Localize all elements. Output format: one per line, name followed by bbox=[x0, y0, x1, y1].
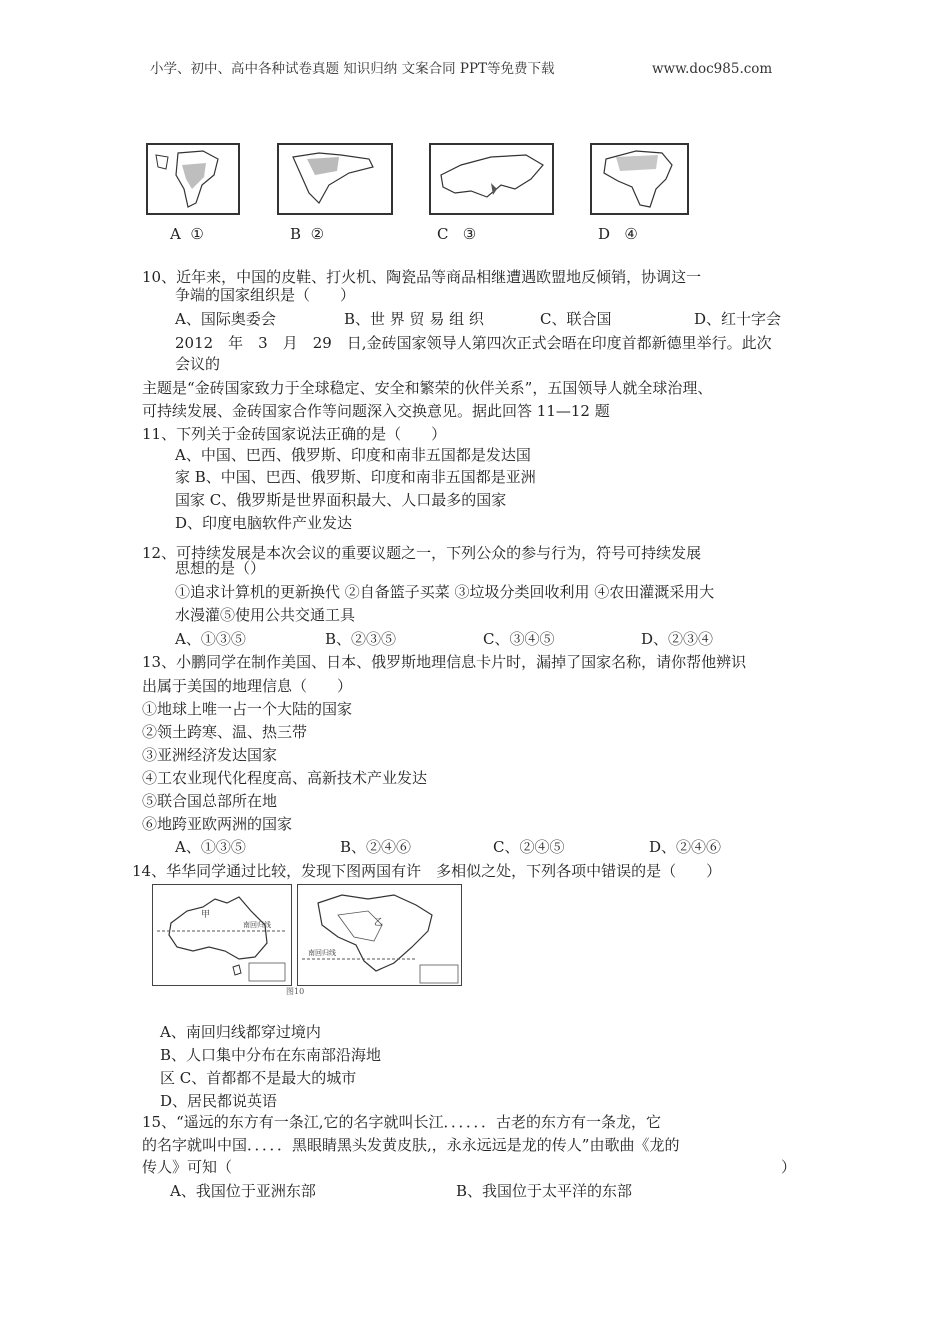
q13-stem2: 出属于美国的地理信息（ ） bbox=[142, 677, 353, 695]
q10-opt-a: A、国际奥委会 bbox=[175, 310, 276, 328]
q13-opt-b: B、②④⑥ bbox=[340, 838, 412, 856]
q11-stem: 11、下列关于金砖国家说法正确的是（ ） bbox=[142, 425, 447, 443]
q11-line4: D、印度电脑软件产业发达 bbox=[175, 514, 353, 532]
q14-opt-c: 区 C、首都都不是最大的城市 bbox=[160, 1069, 357, 1087]
fig-caption: 图10 bbox=[286, 987, 305, 996]
passage-line2: 会议的 bbox=[175, 355, 221, 373]
map-label-jia: 甲 bbox=[201, 910, 211, 920]
map-australia bbox=[152, 884, 292, 986]
q11-line3: 国家 C、俄罗斯是世界面积最大、人口最多的国家 bbox=[175, 491, 507, 509]
q13-item-2: ②领土跨寒、温、热三带 bbox=[142, 723, 308, 741]
q10-opt-d: D、红十字会 bbox=[694, 310, 782, 328]
map-c-label: C ③ bbox=[437, 225, 477, 243]
q12-stem1: 12、可持续发展是本次会议的重要议题之一，下列公众的参与行为，符号可持续发展 bbox=[142, 544, 702, 562]
q12-opt-c: C、③④⑤ bbox=[483, 630, 555, 648]
map-a-label: A ① bbox=[170, 225, 204, 243]
q15-line1: 15、“遥远的东方有一条江,它的名字就叫长江．．．．．．古老的东方有一条龙，它 bbox=[142, 1113, 662, 1131]
map-label-tropic-left: 南回归线 bbox=[243, 921, 271, 929]
q15-opt-a: A、我国位于亚洲东部 bbox=[170, 1182, 316, 1200]
q13-item-1: ①地球上唯一占一个大陆的国家 bbox=[142, 700, 353, 718]
q15-opt-b: B、我国位于太平洋的东部 bbox=[456, 1182, 633, 1200]
map-brazil bbox=[297, 884, 462, 986]
map-d-label: D ④ bbox=[598, 225, 638, 243]
q11-line2: 家 B、中国、巴西、俄罗斯、印度和南非五国都是亚洲 bbox=[175, 468, 536, 486]
map-a-south-america bbox=[146, 143, 240, 215]
q13-item-4: ④工农业现代化程度高、高新技术产业发达 bbox=[142, 769, 428, 787]
q13-opt-d: D、②④⑥ bbox=[649, 838, 722, 856]
map-b-south-america bbox=[277, 143, 393, 215]
q14-stem: 14、华华同学通过比较，发现下图两国有许 多相似之处，下列各项中错误的是（ ） bbox=[132, 862, 722, 880]
q12-items2: 水漫灌⑤使用公共交通工具 bbox=[175, 606, 356, 624]
q10-line2: 争端的国家组织是（ ） bbox=[175, 286, 356, 304]
q13-item-3: ③亚洲经济发达国家 bbox=[142, 746, 278, 764]
q10-opt-c: C、联合国 bbox=[540, 310, 612, 328]
map-label-tropic-right: 南回归线 bbox=[308, 949, 336, 957]
map-label-yi: 乙 bbox=[374, 918, 384, 928]
q13-opt-c: C、②④⑤ bbox=[493, 838, 565, 856]
q14-opt-a: A、南回归线都穿过境内 bbox=[160, 1023, 321, 1041]
q14-opt-b: B、人口集中分布在东南部沿海地 bbox=[160, 1046, 382, 1064]
q14-opt-d: D、居民都说英语 bbox=[160, 1092, 278, 1110]
q12-opt-a: A、①③⑤ bbox=[175, 630, 246, 648]
header-url: www.doc985.com bbox=[652, 61, 773, 77]
q12-opt-d: D、②③④ bbox=[641, 630, 714, 648]
map-b-label: B ② bbox=[290, 225, 325, 243]
passage-line3: 主题是“金砖国家致力于全球稳定、安全和繁荣的伙伴关系”，五国领导人就全球治理、 bbox=[142, 379, 713, 397]
q10-opt-b: B、世 界 贸 易 组 织 bbox=[344, 310, 484, 328]
q13-stem1: 13、小鹏同学在制作美国、日本、俄罗斯地理信息卡片时，漏掉了国家名称，请你帮他辨识 bbox=[142, 653, 747, 671]
q15-line3b: ） bbox=[781, 1158, 797, 1176]
q12-items1: ①追求计算机的更新换代 ②自备篮子买菜 ③垃圾分类回收利用 ④农田灌溉采用大 bbox=[175, 583, 715, 601]
map-d-africa bbox=[590, 143, 689, 215]
q12-stem2: 思想的是（） bbox=[175, 559, 266, 577]
q10-line1: 10、近年来，中国的皮鞋、打火机、陶瓷品等商品相继遭遇欧盟地反倾销，协调这一 bbox=[142, 268, 702, 286]
q12-opt-b: B、②③⑤ bbox=[325, 630, 397, 648]
q15-line2: 的名字就叫中国．．．．．黑眼睛黑头发黄皮肤,，永永远远是龙的传人”由歌曲《龙的 bbox=[142, 1136, 680, 1154]
passage-line1: 2012 年 3 月 29 日,金砖国家领导人第四次正式会晤在印度首都新德里举行。此次 bbox=[175, 334, 772, 352]
q13-item-5: ⑤联合国总部所在地 bbox=[142, 792, 278, 810]
header-text: 小学、初中、高中各种试卷真题 知识归纳 文案合同 PPT等免费下载 bbox=[150, 61, 555, 77]
q11-line1: A、中国、巴西、俄罗斯、印度和南非五国都是发达国 bbox=[175, 446, 531, 464]
passage-line4: 可持续发展、金砖国家合作等问题深入交换意见。据此回答 11—12 题 bbox=[142, 402, 610, 420]
map-c-asia bbox=[429, 143, 554, 215]
q15-line3a: 传人》可知（ bbox=[142, 1158, 233, 1176]
q13-opt-a: A、①③⑤ bbox=[175, 838, 246, 856]
q13-item-6: ⑥地跨亚欧两洲的国家 bbox=[142, 815, 293, 833]
